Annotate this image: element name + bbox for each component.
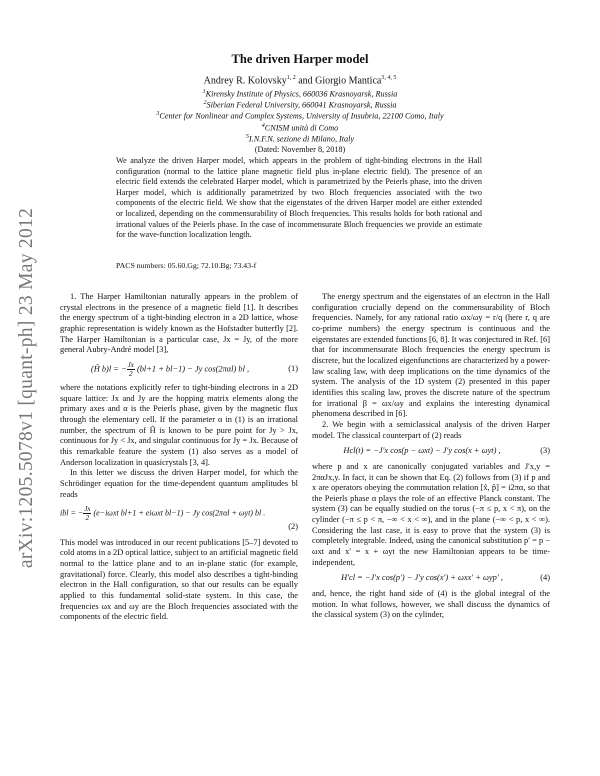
date-line: (Dated: November 8, 2018) bbox=[254, 145, 346, 155]
equation-3: Hcl(t) = −J′x cos(p − ωxt) − J′y cos(x + ωyt) , (3) bbox=[343, 446, 550, 456]
pacs-numbers: PACS numbers: 05.60.Gg; 72.10.Bg; 73.43-f bbox=[116, 261, 257, 270]
paragraph: 2. We begin with a semiclassical analysis of the driven Harper model. The classical counterpart of (2) reads bbox=[312, 419, 550, 440]
affiliation-1: $^1$Kirensky Institute of Physics, 660036 Krasnoyarsk, Russia bbox=[202, 88, 398, 99]
arxiv-identifier bbox=[4, 178, 50, 598]
affiliation-5: $^5$I.N.F.N. sezione di Milano, Italy bbox=[245, 134, 355, 144]
arxiv-id-text: arXiv:1205.5078v1 [quant-ph] 23 May 2012 bbox=[16, 207, 37, 569]
affiliation-4: $^4$CNISM unità di Como bbox=[261, 122, 339, 133]
right-column bbox=[312, 292, 550, 621]
paper-title: The driven Harper model bbox=[231, 52, 369, 66]
abstract: We analyze the driven Harper model, which appears in the problem of tight-binding electrons in the Hall configuration (normal to the lattice plane magnetic field plus in-plane electric field). The presence of an electric field extends the celebrated Harper model, which is parametrized by the Peierls phase, into the driven Harper model, which is additionally parametrized by two Bloch frequencies associated with the two components of the electric field. We show that the eigenstates of the driven Harper model are either extended or localized, depending on the commensurability of Bloch frequencies. This results holds for both rational and irrational values of the Peierls phase. In the case of incommensurate Bloch frequencies we provide an estimate for the wave-function localization length. bbox=[116, 156, 482, 240]
equation-4: H′cl = −J′x cos(p′) − J′y cos(x′) + ωxx′ + ωyp′ , (4) bbox=[341, 573, 550, 583]
paragraph: where p and x are canonically conjugated variables and J′x,y = 2παJx,y. In fact, it can be shown that Eq. (2) follows from (3) if p and x are operators obeying the commutation relation [x̂, p̂] = i2πα, so that the Peierls phase α plays the role of an effective Planck constant. The system (3) can be equally studied on the torus (−π ≤ p, x < π), on the cylinder (−π ≤ p < π, −∞ < x < ∞), and in the plane (−∞ < p, x < ∞). Considering the last case, it is easy to prove that the system (3) is completely integrable. Indeed, using the canonical substitution p′ = p − ωxt and x′ = x + ωyt the new Hamiltonian appears to be time-independent, bbox=[312, 461, 550, 567]
paragraph: and, hence, the right hand side of (4) is the global integral of the motion. In what follows, however, we shall discuss the dynamics of the classical system (3) on the cylinder, bbox=[312, 589, 550, 620]
affiliation-2: $^2$Siberian Federal University, 660041 Krasnoyarsk, Russia bbox=[203, 100, 397, 110]
paragraph: This model was introduced in our recent publications [5–7] devoted to cold atoms in a 2D optical lattice, subject to an artificial magnetic field normal to the lattice plane and to an in-plane static (for example, gravitational) force. Clearly, this model also describes a tight-binding electron in the Hall configuration, so that our results can be equally applied to this fundamental solid-state system. In this case, the frequencies ωx and ωy are the Bloch frequencies associated with the components of the electric field. bbox=[60, 537, 298, 622]
paragraph: 1. The Harper Hamiltonian naturally appears in the problem of crystal electrons in the presence of a magnetic field [1]. It describes the energy spectrum of a tight-binding electron in a 2D lattice, whose graphic representation is widely known as the Hofstadter butterfly [2]. The Harper Hamiltonian is a particular case, Jx = Jy, of the more general Aubry-André model [3], bbox=[60, 292, 298, 355]
author-block bbox=[0, 72, 600, 157]
paragraph: where the notations explicitly refer to tight-binding electrons in a 2D square lattice: Jx and Jy are the hopping matrix elements along the primary axes and α is the Peierls phase, given by the magnetic flux through the elementary cell. If the parameter α in (1) is an irrational number, the spectrum of Ĥ is known to be pure point for Jy > Jx, continuous for Jy < Jx, and singular continuous for Jy = Jx. Because of this remarkable feature the system (1) also serves as a model of Anderson localization in quasicrystals [3, 4]. bbox=[60, 382, 298, 467]
paragraph: The energy spectrum and the eigenstates of an electron in the Hall configuration crucially depend on the commensurability of Bloch frequencies. Namely, for any rational ratio ωx/ωy = r/q (here r, q are co-prime numbers) the energy spectrum is continuous and the eigenstates are extended functions [6, 8]. It was conjectured in Ref. [6] that for incommensurate Bloch frequencies the energy spectrum is discrete, but the localized eigenfunctions are characterized by a power-law scaling law, with deep implications on the time dynamics of the system. The analysis of the 1D system (2) presented in this paper identifies this scaling law, proves the discrete nature of the spectrum for irrational β = ωx/ωy and explains the interesting dynamical phenomena described in [6]. bbox=[312, 292, 550, 419]
paragraph: In this letter we discuss the driven Harper model, for which the Schrödinger equation for the time-dependent quantum amplitudes bl reads bbox=[60, 468, 298, 499]
equation-1: (Ĥ b)l = − $\frac{Jx}{2}$ (bl+1 + bl−1) − Jy cos(2παl) bl , (1) bbox=[90, 360, 298, 378]
affiliation-3: $^3$Center for Nonlinear and Complex Systems, University of Insubria, 22100 Como, Italy bbox=[156, 111, 444, 122]
left-column bbox=[60, 292, 298, 623]
equation-2: iḃl = − $\frac{Jx}{2}$ (e−iωxt bl+1 + eiωxt bl−1) − Jy cos(2παl + ωyt) bl . (2) bbox=[60, 505, 298, 532]
author-names: Andrey R. Kolovsky$^{1, 2}$ and Giorgio Mantica$^{3, 4, 5}$ bbox=[203, 75, 397, 87]
